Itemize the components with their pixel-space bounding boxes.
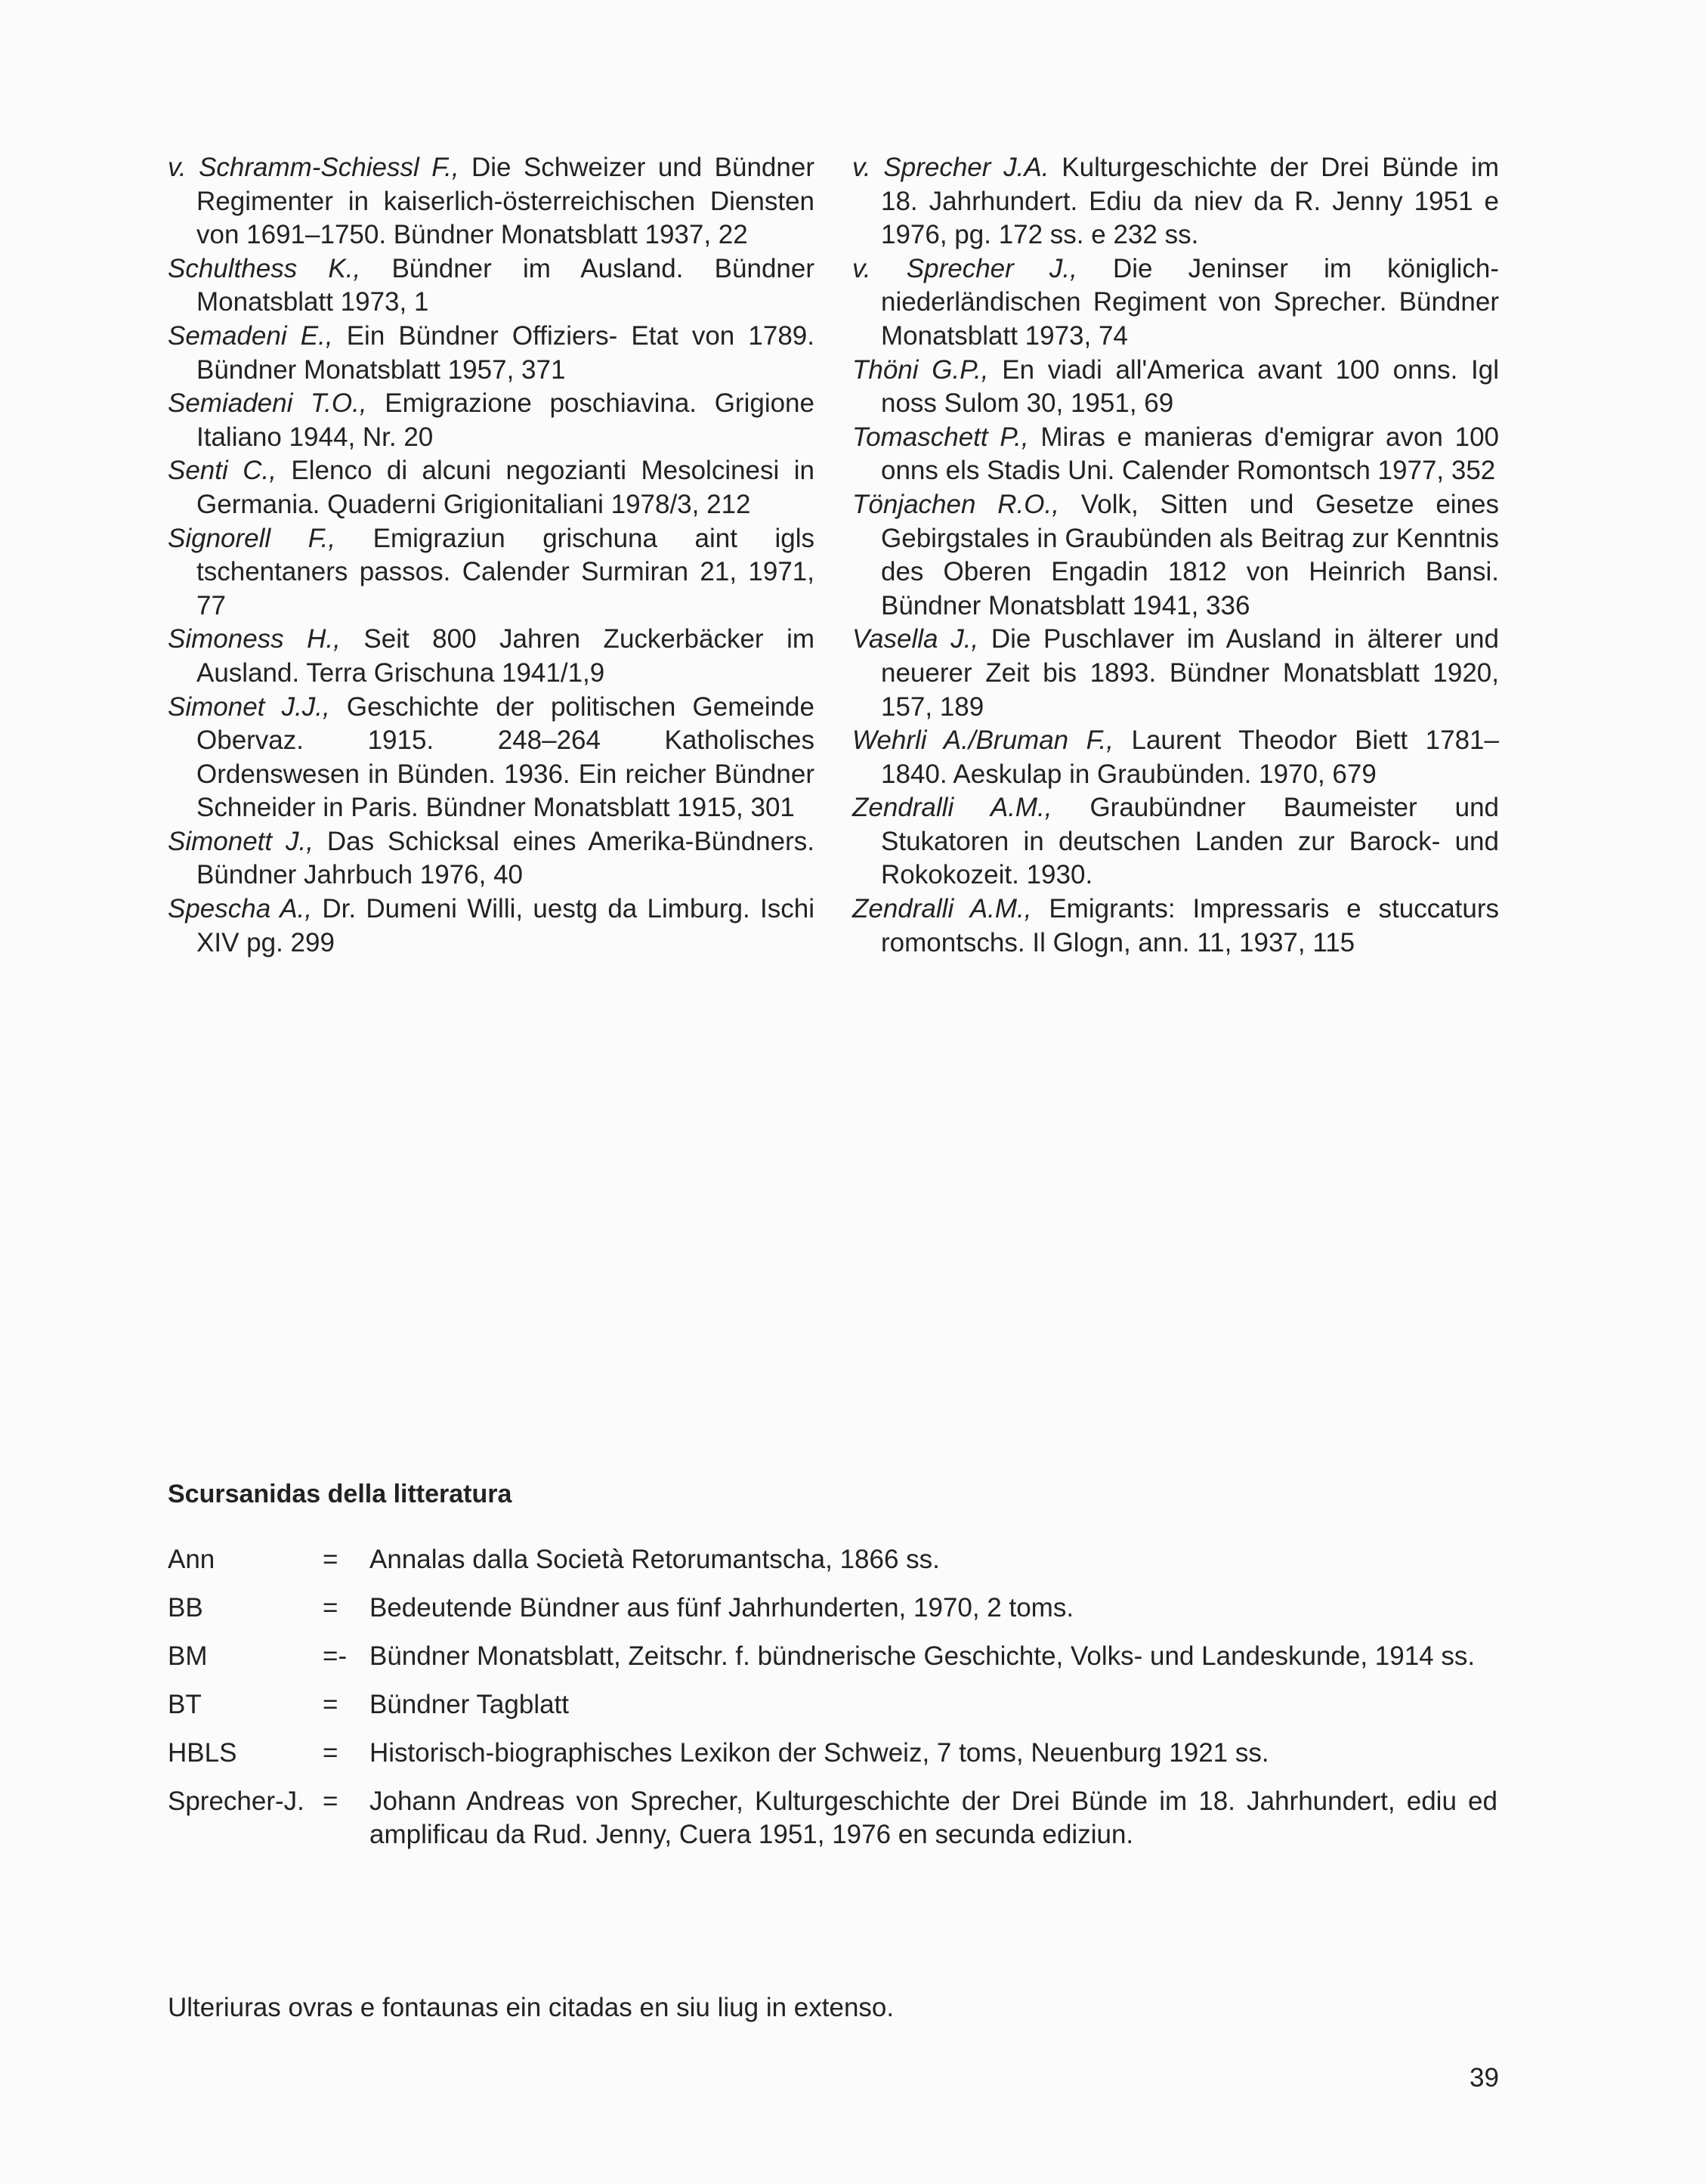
abbreviation-key: Ann	[168, 1545, 215, 1574]
entry-text: Elenco di alcuni negozianti Mesolcinesi in Germania. Quaderni Grigionitaliani 1978/3, 212	[196, 456, 814, 519]
bibliography-column-right	[852, 151, 1499, 960]
abbreviation-value: Historisch-biographisches Lexikon der Schweiz, 7 toms, Neuenburg 1921 ss.	[369, 1738, 1269, 1768]
entry-text: Emigraziun grischuna aint igls tschentaners passos. Calender Surmiran 21, 1971, 77	[196, 523, 815, 620]
entry-author: Zendralli A.M.,	[852, 793, 1052, 823]
abbreviation-row	[168, 1688, 1497, 1722]
entry-author: Senti C.,	[168, 456, 277, 486]
abbreviation-value: Annalas dalla Società Retorumantscha, 1866 ss.	[369, 1545, 940, 1574]
entry-author: v. Sprecher J.,	[852, 253, 1077, 283]
entry-author: Schulthess K.,	[168, 253, 361, 283]
bibliography-entry	[852, 791, 1499, 892]
entry-author: Tomaschett P.,	[852, 422, 1029, 452]
bibliography-entry	[168, 522, 814, 623]
abbreviation-key: BT	[168, 1690, 202, 1719]
entry-author: v. Schramm-Schiessl F.,	[168, 153, 459, 182]
bibliography-entry	[168, 691, 814, 825]
bibliography-entry	[168, 387, 814, 454]
abbreviation-equals: =	[323, 1690, 338, 1719]
entry-author: Simonett J.,	[168, 826, 314, 856]
entry-author: Zendralli A.M.,	[852, 894, 1032, 924]
abbreviation-value: Bündner Tagblatt	[369, 1690, 570, 1719]
abbreviation-value: Bündner Monatsblatt, Zeitschr. f. bündnerische Geschichte, Volks- und Landeskunde, 1914 ss.	[369, 1641, 1476, 1671]
entry-text: Die Schweizer und Bündner Regimenter in kaiserlich-österreichischen Diensten von 1691–1750. Bündner Monatsblatt 1937, 22	[196, 153, 814, 250]
bibliography-column-left	[168, 151, 814, 960]
bibliography-entry	[852, 623, 1499, 724]
entry-text: Seit 800 Jahren Zuckerbäcker im Ausland. Terra Grischuna 1941/1,9	[196, 624, 814, 688]
entry-text: Emigrazione poschiavina. Grigione Italiano 1944, Nr. 20	[196, 388, 814, 452]
abbreviation-equals: =-	[323, 1641, 348, 1671]
bibliography-entry	[168, 454, 814, 521]
entry-text: Miras e manieras d'emigrar avon 100 onns els Stadis Uni. Calender Romontsch 1977, 352	[881, 422, 1500, 486]
abbreviations-list	[168, 1543, 1497, 1867]
entry-author: Wehrli A./Bruman F.,	[852, 725, 1114, 756]
abbreviation-key: BB	[168, 1593, 203, 1623]
bibliography-entry	[852, 892, 1499, 960]
abbreviation-value: Johann Andreas von Sprecher, Kulturgeschichte der Drei Bünde im 18. Jahrhundert, ediu ed amplificau da Rud. Jenny, Cuera 1951, 1976 en secunda ediziun.	[369, 1786, 1497, 1849]
abbreviation-equals: =	[323, 1593, 338, 1623]
bibliography-entry	[852, 488, 1499, 623]
entry-text: Emigrants: Impressaris e stuccaturs romontschs. Il Glogn, ann. 11, 1937, 115	[881, 894, 1500, 957]
entry-author: v. Sprecher J.A.	[852, 153, 1049, 182]
abbreviation-key: Sprecher-J.	[168, 1786, 304, 1816]
entry-author: Thöni G.P.,	[852, 354, 989, 385]
entry-author: Signorell F.,	[168, 523, 336, 553]
bibliography-entry	[852, 151, 1499, 252]
entry-author: Vasella J.,	[852, 624, 979, 654]
entry-text: Laurent Theodor Biett 1781–1840. Aeskulap in Graubünden. 1970, 679	[881, 725, 1499, 789]
bibliography-entry	[168, 623, 814, 690]
entry-author: Simoness H.,	[168, 624, 341, 654]
entry-text: Die Jeninser im königlich-niederländischen Regiment von Sprecher. Bündner Monatsblatt 1973, 74	[881, 253, 1500, 351]
entry-text: En viadi all'America avant 100 onns. Igl noss Sulom 30, 1951, 69	[881, 354, 1499, 419]
abbreviation-row	[168, 1640, 1497, 1673]
abbreviation-equals: =	[323, 1786, 338, 1816]
abbreviation-equals: =	[323, 1738, 338, 1768]
entry-text: Dr. Dumeni Willi, uestg da Limburg. Ischi XIV pg. 299	[196, 894, 814, 957]
entry-author: Spescha A.,	[168, 894, 313, 924]
entry-text: Die Puschlaver im Ausland in älterer und neuerer Zeit bis 1893. Bündner Monatsblatt 1920, 157, 189	[881, 624, 1499, 722]
bibliography-entry	[852, 421, 1499, 488]
abbreviation-key: BM	[168, 1641, 208, 1671]
abbreviation-value: Bedeutende Bündner aus fünf Jahrhunderten, 1970, 2 toms.	[369, 1593, 1074, 1623]
bibliography-entry	[168, 320, 814, 387]
entry-text: Ein Bündner Offiziers- Etat von 1789. Bündner Monatsblatt 1957, 371	[196, 320, 814, 385]
entry-text: Bündner im Ausland. Bündner Monatsblatt 1973, 1	[196, 253, 814, 317]
entry-text: Graubündner Baumeister und Stukatoren in deutschen Landen zur Barock- und Rokokozeit. 1930.	[881, 793, 1499, 890]
abbreviation-row	[168, 1785, 1497, 1851]
page-number: 39	[1470, 2063, 1499, 2093]
bibliography-entry	[852, 252, 1499, 354]
entry-author: Tönjachen R.O.,	[852, 489, 1059, 519]
entry-text: Kulturgeschichte der Drei Bünde im 18. Jahrhundert. Ediu da niev da R. Jenny 1951 e 1976, pg. 172 ss. e 232 ss.	[881, 153, 1499, 250]
bibliography-entry	[852, 724, 1499, 791]
entry-author: Simonet J.J.,	[168, 691, 330, 722]
entry-text: Geschichte der politischen Gemeinde Obervaz. 1915. 248–264 Katholisches Ordenswesen in Bünden. 1936. Ein reicher Bündner Schneider in Paris. Bündner Monatsblatt 1915, 301	[196, 691, 814, 823]
abbreviation-equals: =	[323, 1545, 338, 1574]
abbreviation-key: HBLS	[168, 1738, 237, 1768]
abbreviations-heading: Scursanidas della litteratura	[168, 1480, 512, 1508]
sources-note: Ulteriuras ovras e fontaunas ein citadas en siu liug in extenso.	[168, 1993, 895, 2022]
entry-text: Volk, Sitten und Gesetze eines Gebirgstales in Graubünden als Beitrag zur Kenntnis des Oberen Engadin 1812 von Heinrich Bansi. Bündner Monatsblatt 1941, 336	[881, 489, 1499, 620]
abbreviation-row	[168, 1737, 1497, 1770]
bibliography-entry	[168, 892, 814, 960]
entry-author: Semiadeni T.O.,	[168, 388, 367, 419]
bibliography-entry	[168, 151, 814, 252]
entry-text: Das Schicksal eines Amerika-Bündners. Bündner Jahrbuch 1976, 40	[196, 826, 814, 890]
entry-author: Semadeni E.,	[168, 320, 333, 351]
bibliography-entry	[168, 252, 814, 320]
bibliography-entry	[168, 825, 814, 892]
abbreviation-row	[168, 1543, 1497, 1576]
abbreviation-row	[168, 1592, 1497, 1625]
bibliography-entry	[852, 354, 1499, 421]
